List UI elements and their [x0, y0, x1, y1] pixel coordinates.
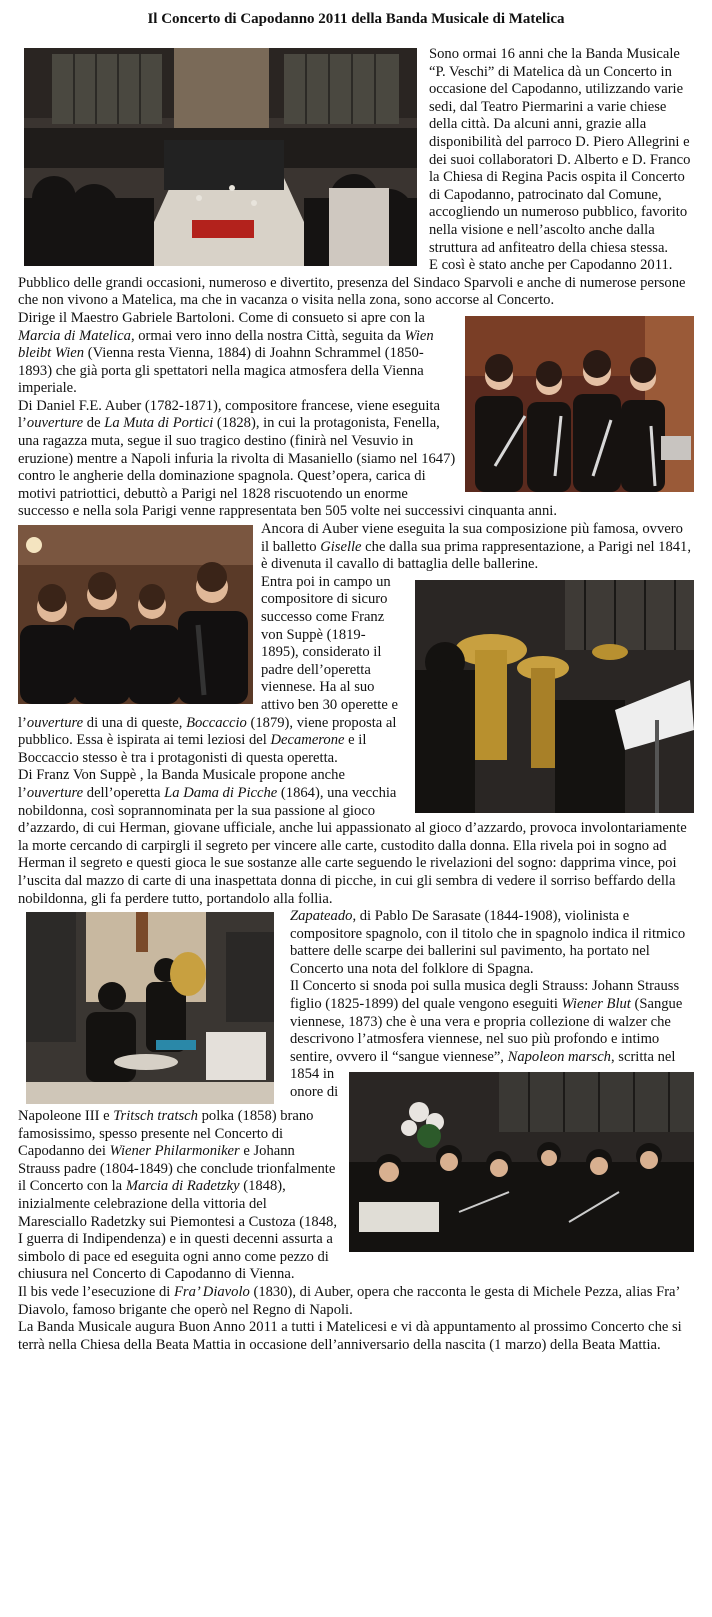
photo-band-performance [349, 1072, 694, 1252]
paragraph-audience: E così è stato anche per Capodanno 2011. Pubblico delle grandi occasioni, numeroso e divertito, presenza del Sindaco Sparvoli e anche di numerose persone che non vivono a Matelica, ma che in vacanza o visita nella zona, sono accorse al Concerto. [18, 257, 686, 309]
article-title: Il Concerto di Capodanno 2011 della Banda Musicale di Matelica [147, 11, 565, 27]
paragraph-strauss: Il Concerto si snoda poi sulla musica degli Strauss: Johann Strauss figlio (1825-1899) del quale vengono eseguiti Wiener Blut (Sangue viennese, 1873) che è una vera e propria collezione di walzer che descrivono l’atmosfera viennese, nel suo più profondo e intimo sentire, ovvero il “sangue viennese”, Napoleon marsch , scritta nel 1854 in onore di Napoleone III e Tritsch tratsch polka (1858) brano famosissimo, spesso presente nel Concerto di Capodanno dei Wiener Philarmoniker e Johann Strauss padre (1804-1849) che conclude trionfalmente il Concerto con la Marcia di Radetzky (1848), inizialmente celebrazione della vittoria del Maresciallo Radetzky sui Piemontesi a Custoza (1848, I guerra di Indipendenza) e in questi decenni assurta a simbolo di pace ed eseguita ogni anno come pezzo di chiusura nel Concerto di Capodanno di Vienna. [18, 978, 694, 1284]
photo-four-young-musicians [18, 525, 253, 704]
paragraph-dama-di-picche: Di Franz Von Suppè , la Banda Musicale propone anche l’ouverture dell’operetta La Dama di Picche (1864), una vecchia nobildonna, così soprannominata per la sua passione al gioco d’azzardo, di cui Herman, giovane ufficiale, anche lui appassionato al gioco d’azzardo, provoca involontariamente la morte cercando di carpirgli il segreto per vincere alle carte, custodito dalla donna. Ella rivela poi in sogno ad Herman il segreto e questi gioca le sue sostanze alle carte seguendo le rivelazioni del sogno: dapprima vince, poi l’uscita dal mazzo di carte di una inaspettata donna di picche, in cui gli sembra di vedere il sorriso beffardo della nobildonna, gli fa perdere tutto, portandolo alla follia. [18, 767, 687, 907]
paragraph-closing: La Banda Musicale augura Buon Anno 2011 a tutti i Matelicesi e vi dà appuntamento al prossimo Concerto che si terrà nella Chiesa della Beata Mattia in occasione dell’anniversario della nascita (1 marzo) della Beata Mattia. [18, 1319, 682, 1353]
paragraph-giselle: Ancora di Auber viene eseguita la sua composizione più famosa, ovvero il balletto Giselle che dalla sua prima rappresentazione, a Parigi nel 1841, è divenuta il cavallo di battaglia delle ballerine. [261, 521, 691, 573]
paragraph-intro: Sono ormai 16 anni che la Banda Musicale “P. Veschi” di Matelica dà un Concerto in occasione del Capodanno, utilizzando varie sedi, dal Teatro Piermarini a varie chiese della città. Da alcuni anni, grazie alla disponibilità del parroco D. Piero Allegrini e dei suoi collaboratori D. Alberto e D. Franco la Chiesa di Regina Pacis ospita il Concerto di Capodanno, patrocinato dal Comune, accogliendo un numeroso pubblico, favorito nella visione e nell’ascolto anche dalla struttura ad anfiteatro della chiesa stessa. [429, 46, 691, 256]
photo-band-in-church [24, 48, 417, 266]
paragraph-suppe-boccaccio: Entra poi in campo un compositore di sicuro successo come Franz von Suppè (1819-1895), considerato il padre dell’operetta viennese. Ha al suo attivo ben 30 operette e l’ouverture di una di queste, Boccaccio (1879), viene proposta al pubblico. Essa è ispirata ai temi leziosi del Decamerone e il Boccaccio stesso è tra i protagonisti di questa operetta. [18, 573, 398, 766]
paragraph-zapateado: Zapateado, di Pablo De Sarasate (1844-1908), violinista e compositore spagnolo, con il titolo che in spagnolo indica il ritmico battere delle scarpe dei ballerini sul pavimento, ha portato nel Concerto una nota del folklore di Spagna. [290, 908, 686, 977]
paragraph-encore: Il bis vede l’esecuzione di Fra’ Diavolo (1830), di Auber, opera che racconta le gesta di Michele Pezza, alias Fra’ Diavolo, famoso brigante che operò nel Regno di Napoli. [18, 1284, 680, 1318]
paragraph-auber-muta: Di Daniel F.E. Auber (1782-1871), compositore francese, viene eseguita l’ouverture de La Muta di Portici (1828), in cui la protagonista, Fenella, una ragazza muta, segue il suo tragico destino (finirà nel Vesuvio in eruzione) mentre a Napoli infuria la rivolta di Masaniello (siamo nel 1647) contro le angherie della dominazione spagnola. Quest’opera, carica di motivi patriottici, debuttò a Parigi nel 1828 riscuotendo un enorme successo e nella sola Parigi venne rappresentata ben 505 volte nei successivi cinquanta anni. [18, 397, 557, 520]
photo-percussion [26, 912, 274, 1104]
paragraph-march: Dirige il Maestro Gabriele Bartoloni. Come di consueto si apre con la Marcia di Matelica, ormai vero inno della nostra Città, seguita da Wien bleibt Wien (Vienna resta Vienna, 1884) di Joahnn Schrammel (1850-1893) che già porta gli spettatori nella magica atmosfera della Vienna imperiale. [18, 309, 434, 397]
photo-four-flutists [465, 316, 694, 492]
photo-brass-section [415, 580, 694, 813]
